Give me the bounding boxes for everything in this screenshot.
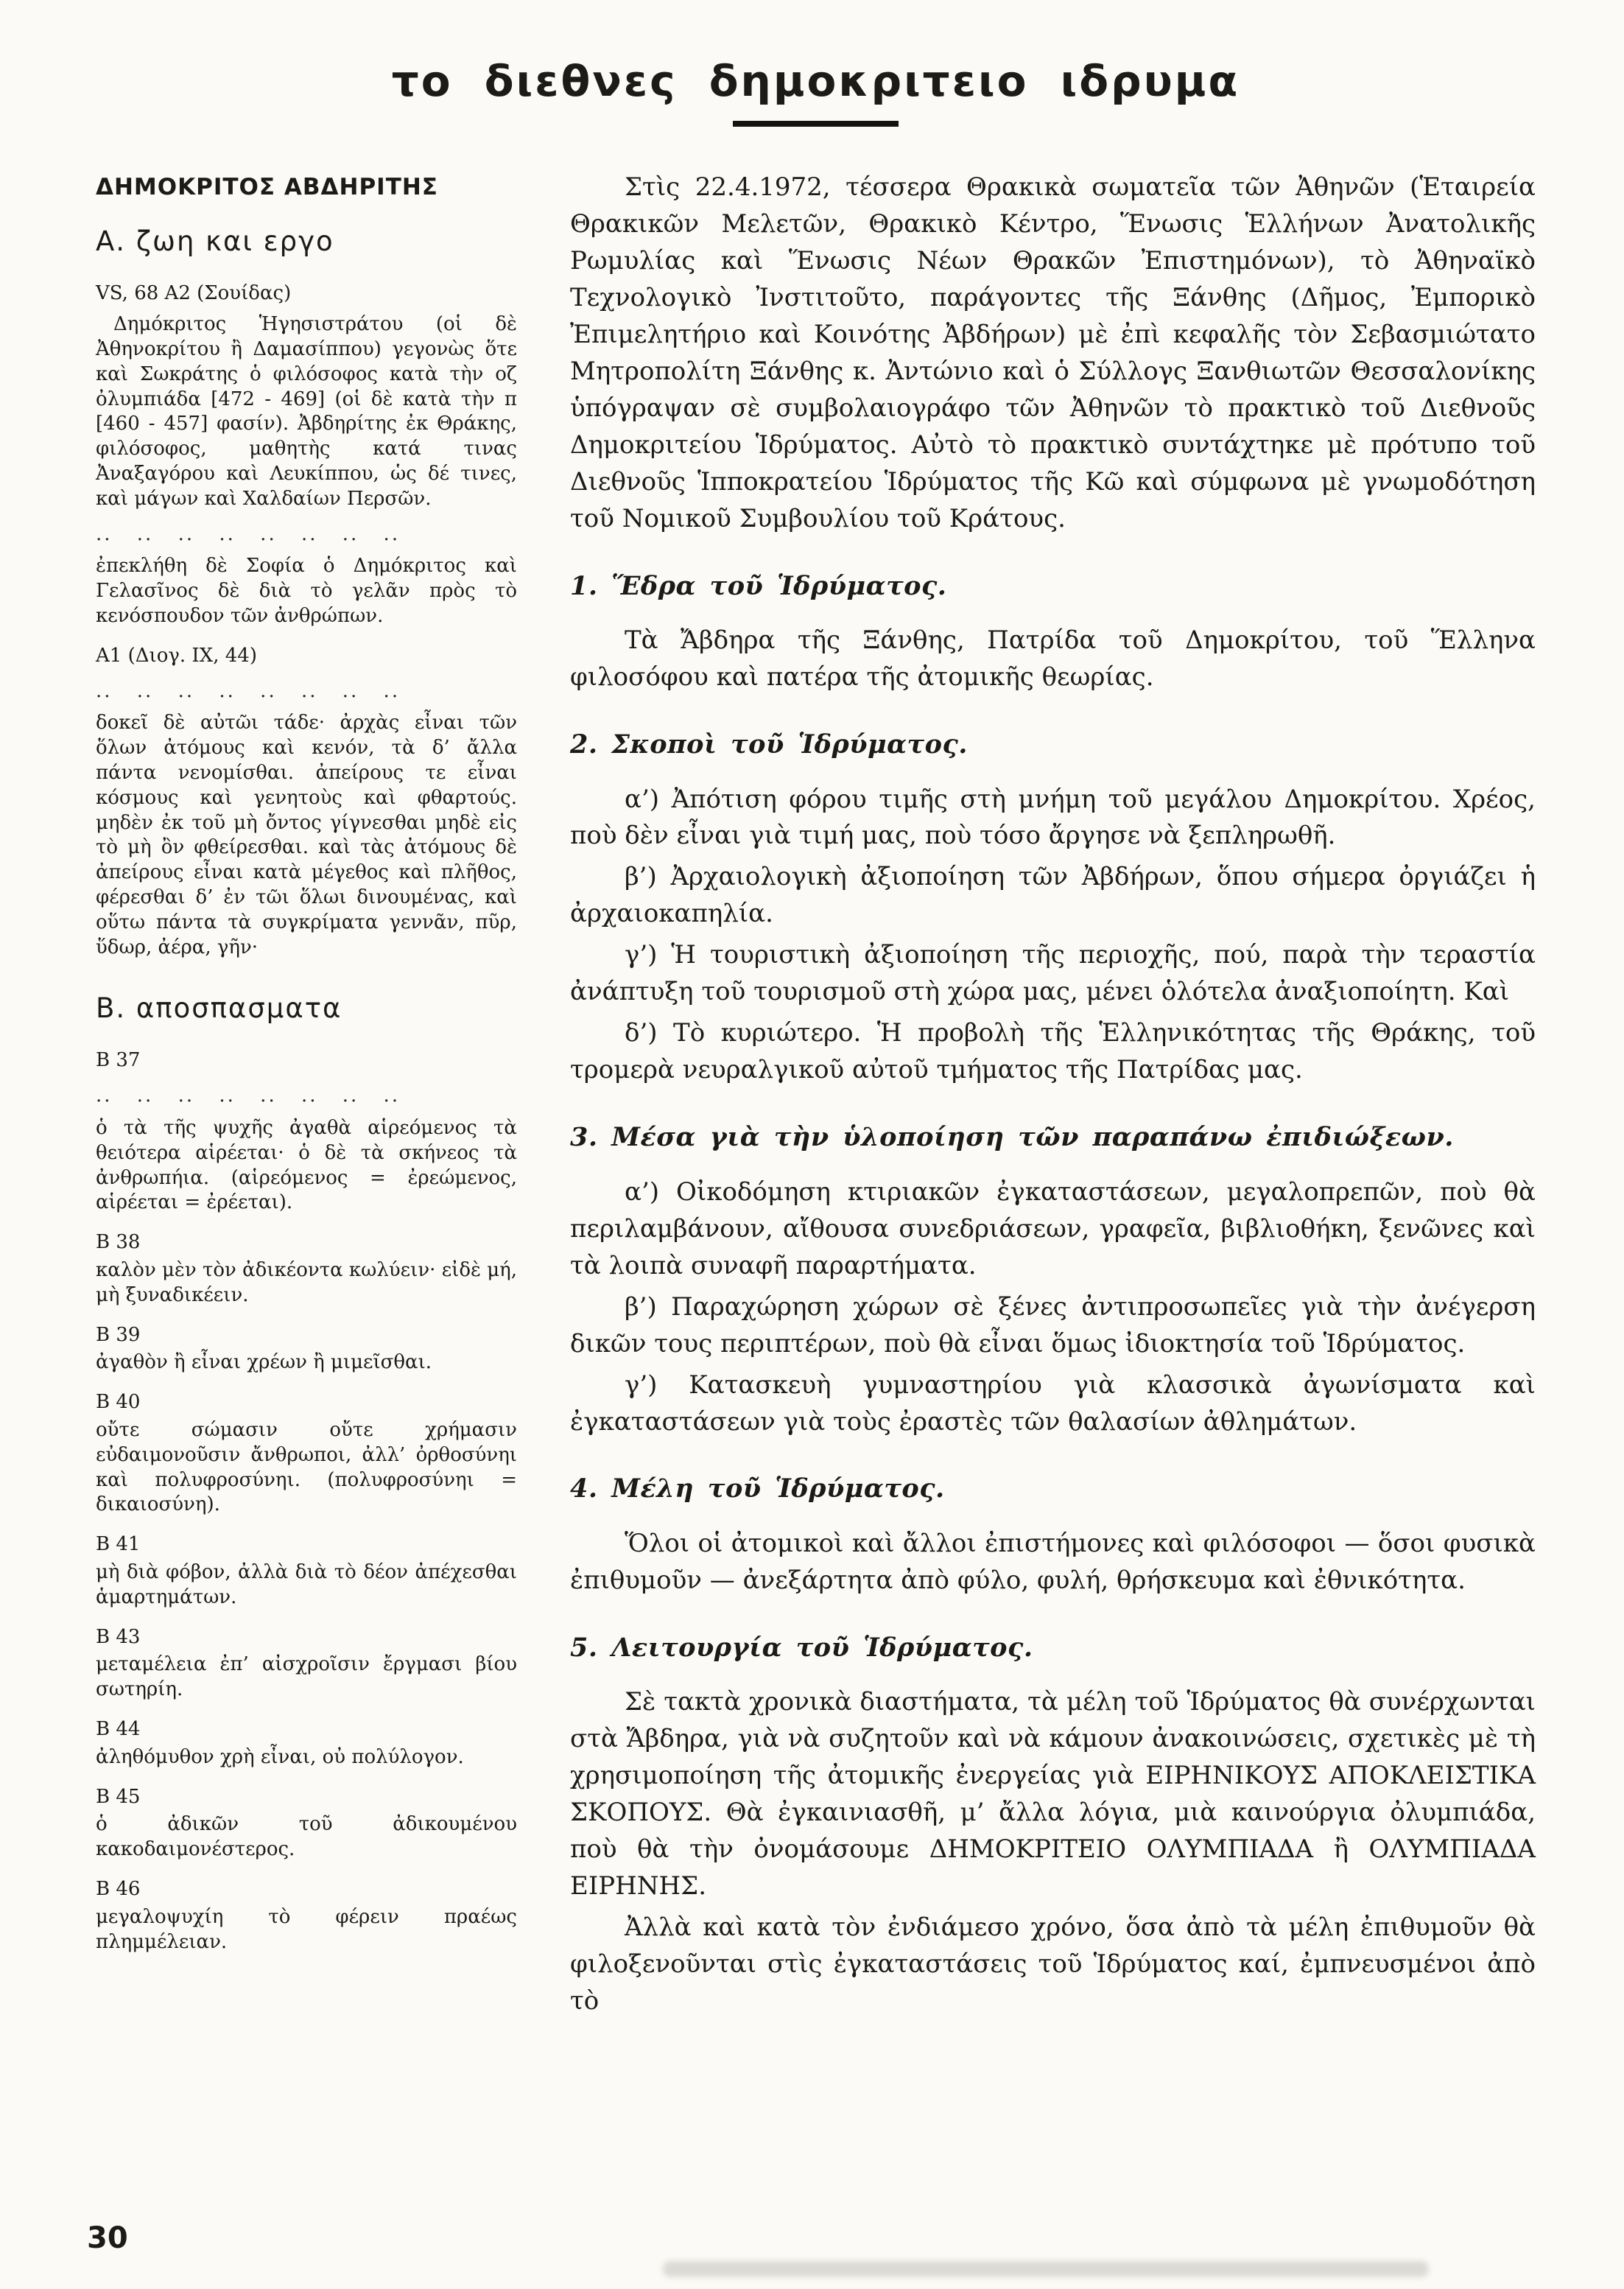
section-b-title: Β. αποσπασματα	[96, 992, 342, 1025]
document-section	[570, 1629, 1536, 2020]
section-a-title: Α. ζωη και εργο	[96, 225, 334, 258]
section-paragraph: γ’) Κατασκευὴ γυμναστηρίου γιὰ κλασσικὰ ἀγωνίσματα καὶ ἐγκαταστάσεων γιὰ τοὺς ἐραστὲς τῶν θαλασίων ἀθλημάτων.	[570, 1370, 1536, 1437]
ellipsis-separator: .. .. .. .. .. .. .. ..	[96, 522, 401, 545]
section-heading: 5. Λειτουργία τοῦ Ἱδρύματος.	[570, 1632, 1033, 1663]
fragment-text: ἀληθόμυθον χρὴ εἶναι, οὐ πολύλογον.	[96, 1745, 464, 1768]
left-column-heading: ΔΗΜΟΚΡΙΤΟΣ ΑΒΔΗΡΙΤΗΣ	[96, 174, 438, 200]
fragment-label: Β 43	[96, 1625, 141, 1648]
section-paragraph: Σὲ τακτὰ χρονικὰ διαστήματα, τὰ μέλη τοῦ Ἱδρύματος θὰ συνέρχωνται στὰ Ἄβδηρα, γιὰ νὰ συζητοῦν καὶ νὰ κάμουν ἀνακοινώσεις, σχετικὲς μὲ τὴ χρησιμοποίηση τῆς ἀτομικῆς ἐνεργείας γιὰ ΕΙΡΗΝΙΚΟΥΣ ΑΠΟΚΛΕΙΣΤΙΚΑ ΣΚΟΠΟΥΣ. Θὰ ἐγκαινιασθῆ, μ’ ἄλλα λόγια, μιὰ καινούργια ὀλυμπιάδα, ποὺ θὰ τὴν ὀνομάσουμε ΔΗΜΟΚΡΙΤΕΙΟ ΟΛΥΜΠΙΑΔΑ ἢ ΟΛΥΜΠΙΑΔΑ ΕΙΡΗΝΗΣ.	[570, 1687, 1536, 1901]
quote-paragraph: ἐπεκλήθη δὲ Σοφία ὁ Δημόκριτος καὶ Γελασῖνος δὲ διὰ τὸ γελᾶν πρὸς τὸ κενόσπουδον τῶν ἀνθρώπων.	[96, 555, 517, 627]
fragment-label: Β 38	[96, 1231, 141, 1254]
main-column	[570, 169, 1536, 2025]
section-paragraph: δ’) Τὸ κυριώτερο. Ἡ προβολὴ τῆς Ἑλληνικότητας τῆς Θράκης, τοῦ τρομερὰ νευραλγικοῦ αὐτοῦ τμήματος τῆς Πατρίδας μας.	[570, 1018, 1536, 1085]
source-citation: VS, 68 Α2 (Σουίδας)	[96, 282, 292, 305]
document-section	[570, 567, 1536, 696]
fragment-item	[96, 1323, 517, 1376]
doctrine-paragraph: δοκεῖ δὲ αὐτῶι τάδε· ἀρχὰς εἶναι τῶν ὅλων ἀτόμους καὶ κενόν, τὰ δ’ ἄλλα πάντα νενομίσθαι. ἀπείρους τε εἶναι κόσμους καὶ γενητοὺς καὶ φθαρτούς. μηδὲν ἐκ τοῦ μὴ ὄντος γίγνεσθαι μηδὲ εἰς τὸ μὴ ὂν φθείρεσθαι. καὶ τὰς ἀτόμους δὲ ἀπείρους εἶναι κατὰ μέγεθος καὶ πλῆθος, φέρεσθαι δ’ ἐν τῶι ὅλωι δινουμένας, καὶ οὕτω πάντα τὰ συγκρίματα γεννᾶν, πῦρ, ὕδωρ, ἀέρα, γῆν·	[96, 712, 517, 958]
intro-paragraph: Στὶς 22.4.1972, τέσσερα Θρακικὰ σωματεῖα τῶν Ἀθηνῶν (Ἑταιρεία Θρακικῶν Μελετῶν, Θρακικὸ Κέντρο, Ἕνωσις Ἑλλήνων Ἀνατολικῆς Ρωμυλίας καὶ Ἕνωσις Νέων Θρακῶν Ἐπιστημόνων), τὸ Ἀθηναϊκὸ Τεχνολογικὸ Ἰνστιτοῦτο, παράγοντες τῆς Ξάνθης (Δῆμος, Ἐμπορικὸ Ἐπιμελητήριο καὶ Κοινότης Ἀβδήρων) μὲ ἐπὶ κεφαλῆς τὸν Σεβασμιώτατο Μητροπολίτη Ξάνθης κ. Ἀντώνιο καὶ ὁ Σύλλογς Ξανθιωτῶν Θεσσαλονίκης ὑπόγραψαν σὲ συμβολαιογράφο τῶν Ἀθηνῶν τὸ πρακτικὸ τοῦ Διεθνοῦς Δημοκριτείου Ἱδρύματος. Αὐτὸ τὸ πρακτικὸ συντάχτηκε μὲ πρότυπο τοῦ Διεθνοῦς Ἱπποκρατείου Ἱδρύματος τῆς Κῶ καὶ σύμφωνα μὲ γνωμοδότηση τοῦ Νομικοῦ Συμβουλίου τοῦ Κράτους.	[570, 172, 1536, 533]
document-section	[570, 1118, 1536, 1440]
fragment-text: μεγαλοψυχίη τὸ φέρειν πραέως πλημμέλειαν.	[96, 1905, 517, 1953]
fragment-item	[96, 1877, 517, 1955]
fragment-item	[96, 1717, 517, 1770]
title-underline-rule	[733, 121, 899, 127]
fragment-label: Β 39	[96, 1323, 141, 1346]
fragment-text: ὁ τὰ τῆς ψυχῆς ἀγαθὰ αἱρεόμενος τὰ θειότερα αἱρέεται· ὁ δὲ τὰ σκήνεος τὰ ἀνθρωπήια. (αἱρεόμενος = ἐρεώμενος, αἱρέεται = ἐρέεται).	[96, 1117, 517, 1214]
document-section	[570, 1470, 1536, 1599]
fragment-item	[96, 1048, 517, 1216]
fragment-text: μὴ διὰ φόβον, ἀλλὰ διὰ τὸ δέον ἀπέχεσθαι ἁμαρτημάτων.	[96, 1560, 517, 1608]
fragment-text: μεταμέλεια ἐπ’ αἰσχροῖσιν ἔργμασι βίου σωτηρίη.	[96, 1653, 517, 1701]
title-block	[96, 56, 1536, 127]
section-paragraph: α’) Οἰκοδόμηση κτιριακῶν ἐγκαταστάσεων, μεγαλοπρεπῶν, ποὺ θὰ περιλαμβάνουν, αἴθουσα συνεδριάσεων, γραφεῖα, βιβλιοθήκη, ξενῶνες καὶ τὰ λοιπὰ συναφῆ παραρτήματα.	[570, 1177, 1536, 1280]
fragment-item	[96, 1230, 517, 1308]
fragment-item	[96, 1390, 517, 1518]
source-citation: Α1 (Διογ. ΙΧ, 44)	[96, 644, 257, 667]
left-column	[96, 169, 517, 1962]
ellipsis-separator: .. .. .. .. .. .. .. ..	[96, 679, 401, 702]
section-heading: 2. Σκοποὶ τοῦ Ἱδρύματος.	[570, 729, 968, 760]
page-title: το διεθνες δημοκριτειο ιδρυμα	[391, 56, 1240, 106]
fragment-text: οὔτε σώμασιν οὔτε χρήμασιν εὐδαιμονοῦσιν ἄνθρωποι, ἀλλ’ ὀρθοσύνηι καὶ πολυφροσύνηι. (πολυφροσύνηι = δικαιοσύνη).	[96, 1418, 517, 1516]
document-section	[570, 726, 1536, 1089]
fragment-label: Β 40	[96, 1391, 141, 1414]
fragment-label: Β 37	[96, 1049, 141, 1072]
page-number: 30	[87, 2221, 128, 2255]
section-paragraph: α’) Ἀπότιση φόρου τιμῆς στὴ μνήμη τοῦ μεγάλου Δημοκρίτου. Χρέος, ποὺ δὲν εἶναι γιὰ τιμή μας, ποὺ τόσο ἄργησε νὰ ξεπληρωθῆ.	[570, 784, 1536, 851]
fragment-item	[96, 1625, 517, 1703]
biography-paragraph: Δημόκριτος Ἡγησιστράτου (οἱ δὲ Ἀθηνοκρίτου ἢ Δαμασίππου) γεγονὼς ὅτε καὶ Σωκράτης ὁ φιλόσοφος κατὰ τὴν οζ ὀλυμπιάδα [472 - 469] (οἱ δὲ κατὰ τὴν π [460 - 457] φασίν). Ἀβδηρίτης ἐκ Θράκης, φιλόσοφος, μαθητὴς κατά τινας Ἀναξαγόρου καὶ Λευκίππου, ὡς δέ τινες, καὶ μάγων καὶ Χαλδαίων Περσῶν.	[96, 313, 517, 510]
section-heading: 3. Μέσα γιὰ τὴν ὑλοποίηση τῶν παραπάνω ἐπιδιώξεων.	[570, 1122, 1454, 1153]
section-paragraph: β’) Ἀρχαιολογικὴ ἀξιοποίηση τῶν Ἀβδήρων, ὅπου σήμερα ὀργιάζει ἡ ἀρχαιοκαπηλία.	[570, 862, 1536, 929]
fragment-item	[96, 1785, 517, 1862]
fragment-label: Β 45	[96, 1785, 141, 1808]
section-paragraph: γ’) Ἡ τουριστικὴ ἀξιοποίηση τῆς περιοχῆς, πού, παρὰ τὴν τεραστία ἀνάπτυξη τοῦ τουρισμοῦ στὴ χώρα μας, μένει ὁλότελα ἀναξιοποίητη. Καὶ	[570, 940, 1536, 1007]
fragment-item	[96, 1532, 517, 1610]
section-paragraph: β’) Παραχώρηση χώρων σὲ ξένες ἀντιπροσωπεῖες γιὰ τὴν ἀνέγερση δικῶν τους περιπτέρων, ποὺ θὰ εἶναι ὅμως ἰδιοκτησία τοῦ Ἱδρύματος.	[570, 1291, 1536, 1359]
section-paragraph: Τὰ Ἄβδηρα τῆς Ξάνθης, Πατρίδα τοῦ Δημοκρίτου, τοῦ Ἕλληνα φιλοσόφου καὶ πατέρα τῆς ἀτομικῆς θεωρίας.	[570, 625, 1536, 693]
section-heading: 1. Ἕδρα τοῦ Ἱδρύματος.	[570, 570, 947, 601]
section-paragraph: Ὅλοι οἱ ἀτομικοὶ καὶ ἄλλοι ἐπιστήμονες καὶ φιλόσοφοι — ὅσοι φυσικὰ ἐπιθυμοῦν — ἀνεξάρτητα ἀπὸ φύλο, φυλή, θρήσκευμα καὶ ἐθνικότητα.	[570, 1528, 1536, 1595]
fragment-text: καλὸν μὲν τὸν ἀδικέοντα κωλύειν· εἰδὲ μή, μὴ ξυναδικέειν.	[96, 1258, 517, 1306]
two-column-layout	[96, 169, 1536, 2025]
fragment-text: ἀγαθὸν ἢ εἶναι χρέων ἢ μιμεῖσθαι.	[96, 1351, 432, 1374]
ellipsis-separator: .. .. .. .. .. .. .. ..	[96, 1084, 401, 1107]
fragment-label: Β 44	[96, 1717, 141, 1740]
section-heading: 4. Μέλη τοῦ Ἱδρύματος.	[570, 1473, 945, 1504]
section-paragraph: Ἀλλὰ καὶ κατὰ τὸν ἐνδιάμεσο χρόνο, ὅσα ἀπὸ τὰ μέλη ἐπιθυμοῦν θὰ φιλοξενοῦνται στὶς ἐγκαταστάσεις τοῦ Ἱδρύματος καί, ἐμπνευσμένοι ἀπὸ τὸ	[570, 1913, 1536, 2016]
fragment-text: ὁ ἀδικῶν τοῦ ἀδικουμένου κακοδαιμονέστερος.	[96, 1813, 517, 1861]
fragment-label: Β 41	[96, 1533, 141, 1556]
fragment-label: Β 46	[96, 1877, 141, 1900]
faded-print-artifact	[663, 2261, 1429, 2277]
